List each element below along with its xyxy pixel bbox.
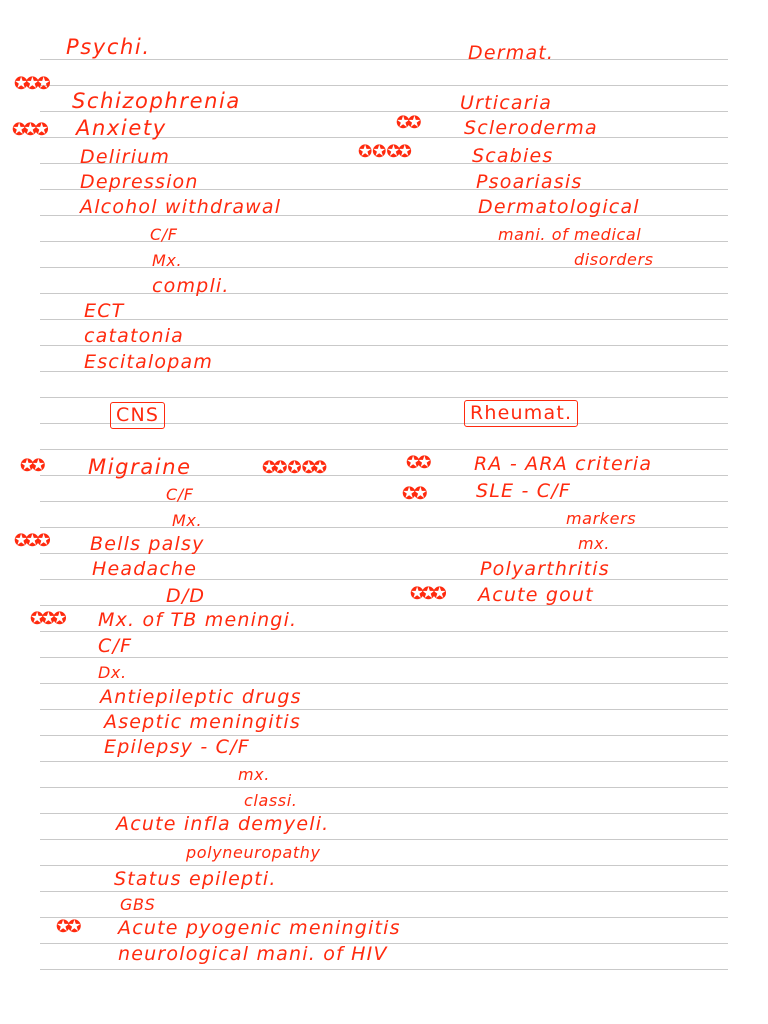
psychi-item: Alcohol withdrawal: [80, 196, 282, 218]
star-marks: ✪✪✪: [14, 531, 48, 551]
star-marks: ✪✪✪: [12, 120, 46, 140]
cns-item: Acute pyogenic meningitis: [118, 917, 401, 939]
cns-item: C/F: [98, 635, 133, 657]
dermat-heading: Dermat.: [468, 42, 555, 64]
ruled-line: [40, 683, 728, 684]
star-marks: ✪✪ ✪ ✪✪: [262, 458, 325, 478]
dermat-item: Psoariasis: [476, 171, 583, 193]
cns-item: Status epilepti.: [114, 868, 277, 890]
ruled-line: [40, 969, 728, 970]
star-marks: ✪✪: [396, 113, 419, 133]
ruled-line: [40, 59, 728, 60]
cns-item: D/D: [166, 585, 206, 607]
cns-item: Acute infla demyeli.: [116, 813, 330, 835]
cns-item: Dx.: [98, 663, 127, 682]
ruled-line: [40, 761, 728, 762]
ruled-line: [40, 605, 728, 606]
dermat-item: disorders: [574, 250, 654, 269]
star-marks: ✪✪: [20, 456, 43, 476]
rheumat-item: markers: [566, 509, 637, 528]
psychi-item: Schizophrenia: [72, 89, 241, 113]
psychi-heading: Psychi.: [66, 35, 151, 59]
cns-item: Antiepileptic drugs: [100, 686, 302, 708]
star-marks: ✪✪: [56, 917, 79, 937]
psychi-item: Depression: [80, 171, 199, 193]
star-marks: ✪✪: [402, 484, 425, 504]
cns-item: Mx. of TB meningi.: [98, 609, 298, 631]
ruled-line: [40, 449, 728, 450]
psychi-item: C/F: [150, 225, 178, 244]
psychi-item: Escitalopam: [84, 351, 214, 373]
rheumat-heading: Rheumat.: [464, 400, 578, 427]
ruled-line: [40, 631, 728, 632]
psychi-item: Delirium: [80, 146, 171, 168]
cns-item: Mx.: [172, 511, 203, 530]
ruled-line: [40, 787, 728, 788]
cns-item: neurological mani. of HIV: [118, 943, 388, 965]
star-marks: ✪ ✪ ✪✪: [358, 142, 409, 162]
cns-item: Migraine: [88, 455, 192, 479]
cns-item: GBS: [120, 895, 156, 914]
cns-item: C/F: [166, 485, 194, 504]
cns-heading: CNS: [110, 402, 165, 429]
ruled-line: [40, 319, 728, 320]
psychi-item: catatonia: [84, 325, 185, 347]
ruled-line: [40, 839, 728, 840]
ruled-line: [40, 865, 728, 866]
cns-item: Bells palsy: [90, 533, 205, 555]
rheumat-item: RA - ARA criteria: [474, 453, 653, 475]
dermat-item: Scleroderma: [464, 117, 598, 139]
rheumat-item: SLE - C/F: [476, 480, 571, 502]
rheumat-item: Acute gout: [478, 584, 594, 606]
ruled-line: [40, 85, 728, 86]
ruled-line: [40, 709, 728, 710]
star-marks: ✪✪✪: [14, 74, 48, 94]
ruled-line: [40, 397, 728, 398]
star-marks: ✪✪✪: [30, 609, 64, 629]
ruled-line: [40, 657, 728, 658]
psychi-item: Anxiety: [76, 116, 167, 140]
dermat-item: Scabies: [472, 145, 554, 167]
ruled-line: [40, 891, 728, 892]
psychi-item: ECT: [84, 300, 125, 322]
rheumat-item: mx.: [578, 534, 610, 553]
cns-item: mx.: [238, 765, 270, 784]
psychi-item: Mx.: [152, 251, 183, 270]
dermat-item: Urticaria: [460, 92, 553, 114]
star-marks: ✪✪✪: [410, 584, 444, 604]
ruled-line: [40, 501, 728, 502]
cns-item: classi.: [244, 791, 298, 810]
star-marks: ✪✪: [406, 453, 429, 473]
dermat-item: Dermatological: [478, 196, 640, 218]
ruled-line: [40, 293, 728, 294]
psychi-item: compli.: [152, 275, 230, 297]
cns-item: polyneuropathy: [186, 843, 321, 862]
dermat-item: mani. of medical: [498, 225, 642, 244]
cns-item: Aseptic meningitis: [104, 711, 301, 733]
cns-item: Epilepsy - C/F: [104, 736, 250, 758]
cns-item: Headache: [92, 558, 198, 580]
rheumat-item: Polyarthritis: [480, 558, 610, 580]
